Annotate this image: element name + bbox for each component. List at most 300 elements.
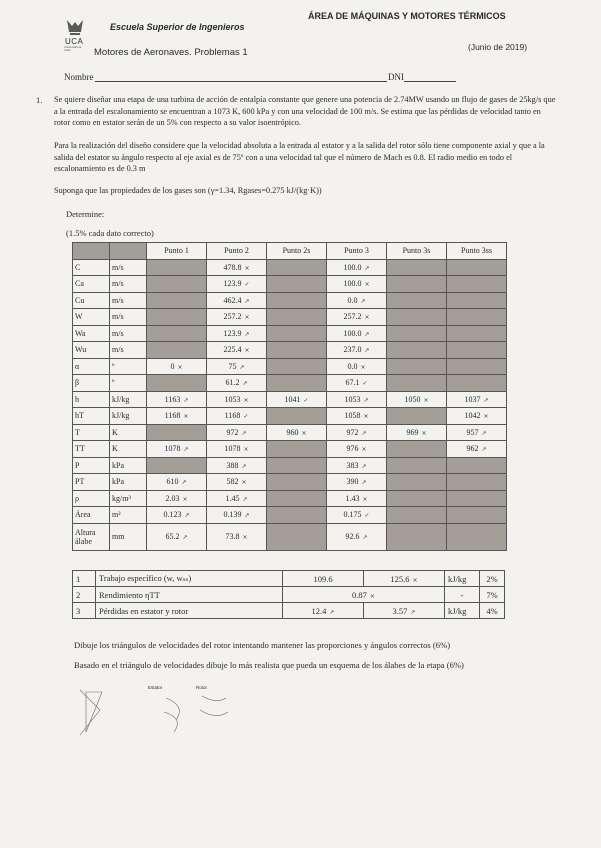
school-name: Escuela Superior de Ingenieros <box>110 22 245 32</box>
grading-mark-icon: ↗ <box>244 512 250 520</box>
grading-mark-icon: × <box>243 396 249 404</box>
row-unit: m/s <box>110 259 147 276</box>
question-number: 1. <box>36 95 43 105</box>
cell-value: 1042 <box>464 411 481 421</box>
grey-cell <box>147 342 207 359</box>
cell-value: 1168 <box>224 411 241 421</box>
table-row <box>73 342 507 359</box>
cell-value: 969 <box>406 427 419 437</box>
grey-cell <box>387 490 447 507</box>
data-cell[interactable] <box>147 474 207 491</box>
cell-value: 610 <box>166 477 179 487</box>
data-cell[interactable] <box>327 325 387 342</box>
grading-mark-icon: ✓ <box>364 512 370 520</box>
data-cell[interactable] <box>327 391 387 408</box>
row-symbol: P <box>73 457 110 474</box>
grey-cell <box>387 441 447 458</box>
cell-value: 1037 <box>464 394 481 404</box>
cell-value: 257.2 <box>223 312 242 322</box>
data-cell[interactable] <box>447 441 507 458</box>
grey-cell <box>147 457 207 474</box>
table-row <box>73 276 507 293</box>
result-label: Pérdidas en estator y rotor <box>96 603 283 619</box>
grading-mark-icon: × <box>244 264 250 272</box>
grading-mark-icon: ↗ <box>183 396 189 404</box>
cell-value: 0.0 <box>347 295 358 305</box>
grey-cell <box>447 457 507 474</box>
data-cell[interactable] <box>207 523 267 550</box>
header-punto-3s: Punto 3s <box>387 243 447 260</box>
cell-value: 100.0 <box>343 262 362 272</box>
row-unit: m/s <box>110 276 147 293</box>
stator-blade-sketch <box>166 698 179 720</box>
row-unit: m/s <box>110 309 147 326</box>
grading-mark-icon: ↗ <box>181 479 187 487</box>
cell-value: 100.0 <box>343 328 362 338</box>
row-symbol: hT <box>73 408 110 425</box>
grey-cell <box>447 375 507 392</box>
grey-cell <box>387 523 447 550</box>
cell-value: 462.4 <box>223 295 242 305</box>
grading-mark-icon: ↗ <box>329 608 335 616</box>
data-cell[interactable] <box>327 342 387 359</box>
grading-mark-icon: ↗ <box>241 429 247 437</box>
cell-value: 1078 <box>224 444 241 454</box>
dni-label: DNI <box>388 72 404 82</box>
row-unit: m/s <box>110 325 147 342</box>
grading-mark-icon: × <box>361 446 367 454</box>
cell-value: 100.0 <box>343 279 362 289</box>
table-row <box>73 523 507 550</box>
cell-value: 0.123 <box>163 510 182 520</box>
determine-label: Determine: <box>66 209 105 219</box>
data-cell[interactable] <box>327 490 387 507</box>
data-cell[interactable] <box>207 474 267 491</box>
data-cell[interactable] <box>327 441 387 458</box>
velocity-triangle-instruction: Dibuje los triángulos de velocidades del rotor intentando mantener las proporciones y ángulos correctos (6%) <box>74 640 451 650</box>
table-row <box>73 325 507 342</box>
grey-cell <box>267 342 327 359</box>
grading-mark-icon: × <box>412 576 418 584</box>
result-score: 2% <box>480 571 505 587</box>
data-cell[interactable] <box>147 391 207 408</box>
grey-cell <box>447 292 507 309</box>
grading-mark-icon: × <box>244 347 250 355</box>
cell-value: 1078 <box>164 444 181 454</box>
data-cell[interactable] <box>327 292 387 309</box>
result-value-text: 125.6 <box>390 573 410 584</box>
grey-cell <box>267 292 327 309</box>
row-symbol: ρ <box>73 490 110 507</box>
table-row <box>73 587 505 603</box>
grey-cell <box>447 490 507 507</box>
result-value[interactable] <box>283 587 445 603</box>
grading-mark-icon: ↗ <box>481 446 487 454</box>
data-cell[interactable] <box>387 424 447 441</box>
cell-value: 957 <box>466 427 479 437</box>
grey-cell <box>447 342 507 359</box>
logo-subtitle: Universidad de Cádiz <box>64 46 82 52</box>
grey-cell <box>267 457 327 474</box>
data-cell[interactable] <box>207 457 267 474</box>
cell-value: 123.9 <box>223 279 242 289</box>
data-cell[interactable] <box>447 424 507 441</box>
grey-cell <box>447 259 507 276</box>
data-cell[interactable] <box>327 424 387 441</box>
grey-cell <box>387 507 447 524</box>
data-cell[interactable] <box>147 408 207 425</box>
table-row <box>73 424 507 441</box>
grey-cell <box>447 325 507 342</box>
grading-mark-icon: ↗ <box>182 534 188 541</box>
grey-cell <box>447 309 507 326</box>
result-value-text: 3.57 <box>392 605 408 616</box>
row-symbol: β <box>73 375 110 392</box>
table-row <box>73 358 507 375</box>
stator-blade-sketch <box>164 712 177 732</box>
name-line <box>95 72 387 82</box>
grey-cell <box>147 259 207 276</box>
cell-value: 0 <box>170 361 175 371</box>
row-symbol: C <box>73 259 110 276</box>
result-score: 7% <box>480 587 505 603</box>
grading-mark-icon: ↗ <box>361 429 367 437</box>
grey-cell <box>267 259 327 276</box>
row-symbol: T <box>73 424 110 441</box>
scoring-note: (1.5% cada dato correcto) <box>66 228 154 238</box>
grading-mark-icon: × <box>483 413 489 421</box>
result-value[interactable] <box>364 571 445 587</box>
grading-mark-icon: ↗ <box>244 330 250 338</box>
data-cell[interactable] <box>147 523 207 550</box>
result-value-text: 0.87 <box>352 589 367 600</box>
problem-gas-properties: Suponga que las propiedades de los gases son (γ=1.34, Rgases=0.275 kJ/(kg·K)) <box>54 186 322 195</box>
data-cell[interactable] <box>327 276 387 293</box>
cell-value: 1168 <box>164 411 181 421</box>
problem-statement: Se quiere diseñar una etapa de una turbina de acción de entalpía constante que genere una potencia de 2.74MW usando un flujo de gases de 25kg/s que a la entrada del escalonamiento se encuentran a 1073 K, 600 kPa y con una velocidad de 100 m/s. Se estima que las pérdidas de velocidad tanto en rotor como en estator serán de un 5% con respecto a su valor isoentrópico. <box>54 95 556 127</box>
grading-mark-icon: × <box>183 413 189 421</box>
row-symbol: PT <box>73 474 110 491</box>
cell-value: 582 <box>226 477 239 487</box>
result-value[interactable] <box>283 571 364 587</box>
data-cell[interactable] <box>207 358 267 375</box>
table-row <box>73 309 507 326</box>
rotor-blade-sketch <box>200 710 228 716</box>
grading-mark-icon: ↗ <box>410 608 416 616</box>
state-points-table <box>72 242 507 551</box>
result-number: 3 <box>73 603 96 619</box>
grey-cell <box>267 474 327 491</box>
row-symbol: Ca <box>73 276 110 293</box>
grading-mark-icon: ✓ <box>303 396 309 404</box>
cell-value: 61.2 <box>225 378 240 388</box>
grading-mark-icon: ↗ <box>361 479 367 487</box>
cell-value: 478.8 <box>223 262 242 272</box>
problem-design-conditions: Para la realización del diseño considere que la velocidad absoluta a la entrada al estator y a la salida del rotor sólo tiene componente axial y que a la salida del estator su ángulo respecto al eje axial es de 75º con a una velocidad tal que el número de Mach es 0.8. El radio medio en todo el escalonamiento es de 0.3 m <box>54 141 545 173</box>
cell-value: 92.6 <box>345 532 360 541</box>
result-number: 1 <box>73 571 96 587</box>
result-value-text: 109.6 <box>313 573 333 584</box>
hand-sketch <box>76 680 256 740</box>
cell-value: 1163 <box>164 394 181 404</box>
data-cell[interactable] <box>207 375 267 392</box>
grey-cell <box>447 276 507 293</box>
data-cell[interactable] <box>147 507 207 524</box>
grey-cell <box>387 325 447 342</box>
data-cell[interactable] <box>207 342 267 359</box>
grading-mark-icon: ↗ <box>242 495 248 503</box>
cell-value: 75 <box>228 361 237 371</box>
data-cell[interactable] <box>207 507 267 524</box>
grading-mark-icon: ✓ <box>244 281 250 289</box>
cell-value: 383 <box>346 460 359 470</box>
cell-value: 390 <box>346 477 359 487</box>
cell-value: 1.43 <box>345 493 360 503</box>
data-cell[interactable] <box>267 424 327 441</box>
table-header-row <box>73 243 507 260</box>
grey-cell <box>387 358 447 375</box>
row-unit: kJ/kg <box>110 408 147 425</box>
cell-value: 972 <box>226 427 239 437</box>
data-cell[interactable] <box>207 490 267 507</box>
cell-value: 0.175 <box>343 510 362 520</box>
result-label: Trabajo específico (w, wₛₛ) <box>96 571 283 587</box>
cell-value: 1058 <box>344 411 361 421</box>
grey-cell <box>267 325 327 342</box>
data-cell[interactable] <box>447 391 507 408</box>
table-row <box>73 408 507 425</box>
cell-value: 976 <box>346 444 359 454</box>
data-cell[interactable] <box>147 358 207 375</box>
result-unit: kJ/kg <box>445 603 480 619</box>
exam-date: (Junio de 2019) <box>468 42 528 52</box>
grey-cell <box>387 309 447 326</box>
cell-value: 2.03 <box>165 493 180 503</box>
data-cell[interactable] <box>327 474 387 491</box>
grading-mark-icon: ↗ <box>362 534 368 541</box>
result-unit: - <box>445 587 480 603</box>
logo-text: UCA <box>65 37 84 46</box>
row-unit: kg/m³ <box>110 490 147 507</box>
grading-mark-icon: ✓ <box>243 413 249 421</box>
result-score: 4% <box>480 603 505 619</box>
table-row <box>73 441 507 458</box>
name-label: Nombre <box>64 72 94 82</box>
grading-mark-icon: ↗ <box>244 297 250 305</box>
grading-mark-icon: × <box>362 495 368 503</box>
header-punto-1: Punto 1 <box>147 243 207 260</box>
grading-mark-icon: × <box>423 396 429 404</box>
header-punto-3ss: Punto 3ss <box>447 243 507 260</box>
row-unit: m/s <box>110 292 147 309</box>
row-symbol: Cu <box>73 292 110 309</box>
grey-cell <box>147 424 207 441</box>
data-cell[interactable] <box>207 309 267 326</box>
row-symbol: W <box>73 309 110 326</box>
result-label: Rendimiento ηTT <box>96 587 283 603</box>
grey-cell <box>147 292 207 309</box>
grading-mark-icon: ↗ <box>364 264 370 272</box>
grey-cell <box>267 408 327 425</box>
row-unit: º <box>110 358 147 375</box>
grading-mark-icon: × <box>364 314 370 322</box>
data-cell[interactable] <box>327 457 387 474</box>
data-cell[interactable] <box>207 441 267 458</box>
row-unit: kPa <box>110 474 147 491</box>
grading-mark-icon: ↗ <box>242 380 248 388</box>
grading-mark-icon: × <box>369 592 375 600</box>
row-unit: m² <box>110 507 147 524</box>
cell-value: 73.8 <box>225 532 240 541</box>
table-row <box>73 507 507 524</box>
row-symbol: Wa <box>73 325 110 342</box>
cell-value: 1041 <box>284 394 301 404</box>
grey-cell <box>267 358 327 375</box>
grading-mark-icon: ↗ <box>483 396 489 404</box>
grey-cell <box>147 325 207 342</box>
data-cell[interactable] <box>207 276 267 293</box>
grey-cell <box>267 507 327 524</box>
grading-mark-icon: × <box>241 479 247 487</box>
data-cell[interactable] <box>327 408 387 425</box>
row-symbol: Altura álabe <box>73 523 110 550</box>
grey-cell <box>447 474 507 491</box>
grey-cell <box>267 441 327 458</box>
header-punto-2: Punto 2 <box>207 243 267 260</box>
grey-cell <box>267 309 327 326</box>
row-symbol: α <box>73 358 110 375</box>
grading-mark-icon: ↗ <box>361 462 367 470</box>
cell-value: 960 <box>286 427 299 437</box>
name-field[interactable] <box>64 72 387 82</box>
velocity-triangle-sketch <box>80 690 100 735</box>
grey-cell <box>147 375 207 392</box>
dni-field[interactable] <box>388 72 456 82</box>
sketch-label-rotor: Rotor <box>196 685 208 690</box>
data-cell[interactable] <box>327 375 387 392</box>
result-value[interactable] <box>364 603 445 619</box>
grey-cell <box>387 408 447 425</box>
cell-value: 237.0 <box>343 345 362 355</box>
row-unit: mm <box>110 523 147 550</box>
data-cell[interactable] <box>147 441 207 458</box>
grey-cell <box>387 342 447 359</box>
result-number: 2 <box>73 587 96 603</box>
cell-value: 1053 <box>344 394 361 404</box>
table-row <box>73 571 505 587</box>
data-cell[interactable] <box>327 358 387 375</box>
table-row <box>73 474 507 491</box>
result-value[interactable] <box>283 603 364 619</box>
results-table <box>72 570 505 619</box>
row-unit: kJ/kg <box>110 391 147 408</box>
grey-cell <box>447 523 507 550</box>
row-unit: K <box>110 441 147 458</box>
data-cell[interactable] <box>207 259 267 276</box>
data-cell[interactable] <box>207 325 267 342</box>
data-cell[interactable] <box>207 408 267 425</box>
cell-value: 0.139 <box>223 510 242 520</box>
data-cell[interactable] <box>207 292 267 309</box>
grading-mark-icon: × <box>244 314 250 322</box>
row-symbol: Área <box>73 507 110 524</box>
grading-mark-icon: × <box>182 495 188 503</box>
header-punto-2s: Punto 2s <box>267 243 327 260</box>
table-row <box>73 391 507 408</box>
grading-mark-icon: ↗ <box>363 396 369 404</box>
rotor-blade-sketch <box>202 696 226 701</box>
cell-value: 67.1 <box>345 378 360 388</box>
grading-mark-icon: × <box>421 429 427 437</box>
result-value-text: 12.4 <box>311 605 327 616</box>
grading-mark-icon: ↗ <box>364 330 370 338</box>
grey-cell <box>387 375 447 392</box>
grey-cell <box>387 292 447 309</box>
grading-mark-icon: ✓ <box>362 380 368 388</box>
data-cell[interactable] <box>327 309 387 326</box>
data-cell[interactable] <box>387 391 447 408</box>
sketch-label-stator: Estator <box>148 685 163 690</box>
grey-cell <box>387 457 447 474</box>
cell-value: 65.2 <box>165 532 180 541</box>
grey-cell <box>267 490 327 507</box>
table-row <box>73 292 507 309</box>
grey-cell <box>147 309 207 326</box>
table-row <box>73 490 507 507</box>
data-cell[interactable] <box>267 391 327 408</box>
grading-mark-icon: ↗ <box>360 297 366 305</box>
grey-cell <box>267 523 327 550</box>
table-row <box>73 375 507 392</box>
data-cell[interactable] <box>327 523 387 550</box>
grading-mark-icon: × <box>243 446 249 454</box>
table-row <box>73 457 507 474</box>
dni-line <box>404 72 456 82</box>
department-title: ÁREA DE MÁQUINAS Y MOTORES TÉRMICOS <box>308 11 506 21</box>
row-unit: º <box>110 375 147 392</box>
cell-value: 1053 <box>224 394 241 404</box>
data-cell[interactable] <box>447 408 507 425</box>
row-symbol: Wu <box>73 342 110 359</box>
data-cell[interactable] <box>207 391 267 408</box>
grading-mark-icon: × <box>177 363 183 371</box>
grading-mark-icon: × <box>360 363 366 371</box>
row-symbol: TT <box>73 441 110 458</box>
header-punto-3: Punto 3 <box>327 243 387 260</box>
grading-mark-icon: ↗ <box>183 446 189 454</box>
grey-cell <box>387 474 447 491</box>
grading-mark-icon: × <box>363 413 369 421</box>
grey-cell <box>387 276 447 293</box>
row-symbol: h <box>73 391 110 408</box>
cell-value: 225.4 <box>223 345 242 355</box>
header-blank <box>73 243 110 260</box>
data-cell[interactable] <box>147 490 207 507</box>
data-cell[interactable] <box>327 259 387 276</box>
row-unit: m/s <box>110 342 147 359</box>
data-cell[interactable] <box>327 507 387 524</box>
grading-mark-icon: ↗ <box>184 512 190 520</box>
blade-sketch-instruction: Basado en el triángulo de velocidades dibuje lo más realista que pueda un esquema de los álabes de la etapa (6%) <box>74 660 464 670</box>
grading-mark-icon: × <box>242 534 248 541</box>
cell-value: 1050 <box>404 394 421 404</box>
cell-value: 123.9 <box>223 328 242 338</box>
result-unit: kJ/kg <box>445 571 480 587</box>
table-row <box>73 259 507 276</box>
grey-cell <box>387 259 447 276</box>
grey-cell <box>447 358 507 375</box>
data-cell[interactable] <box>207 424 267 441</box>
